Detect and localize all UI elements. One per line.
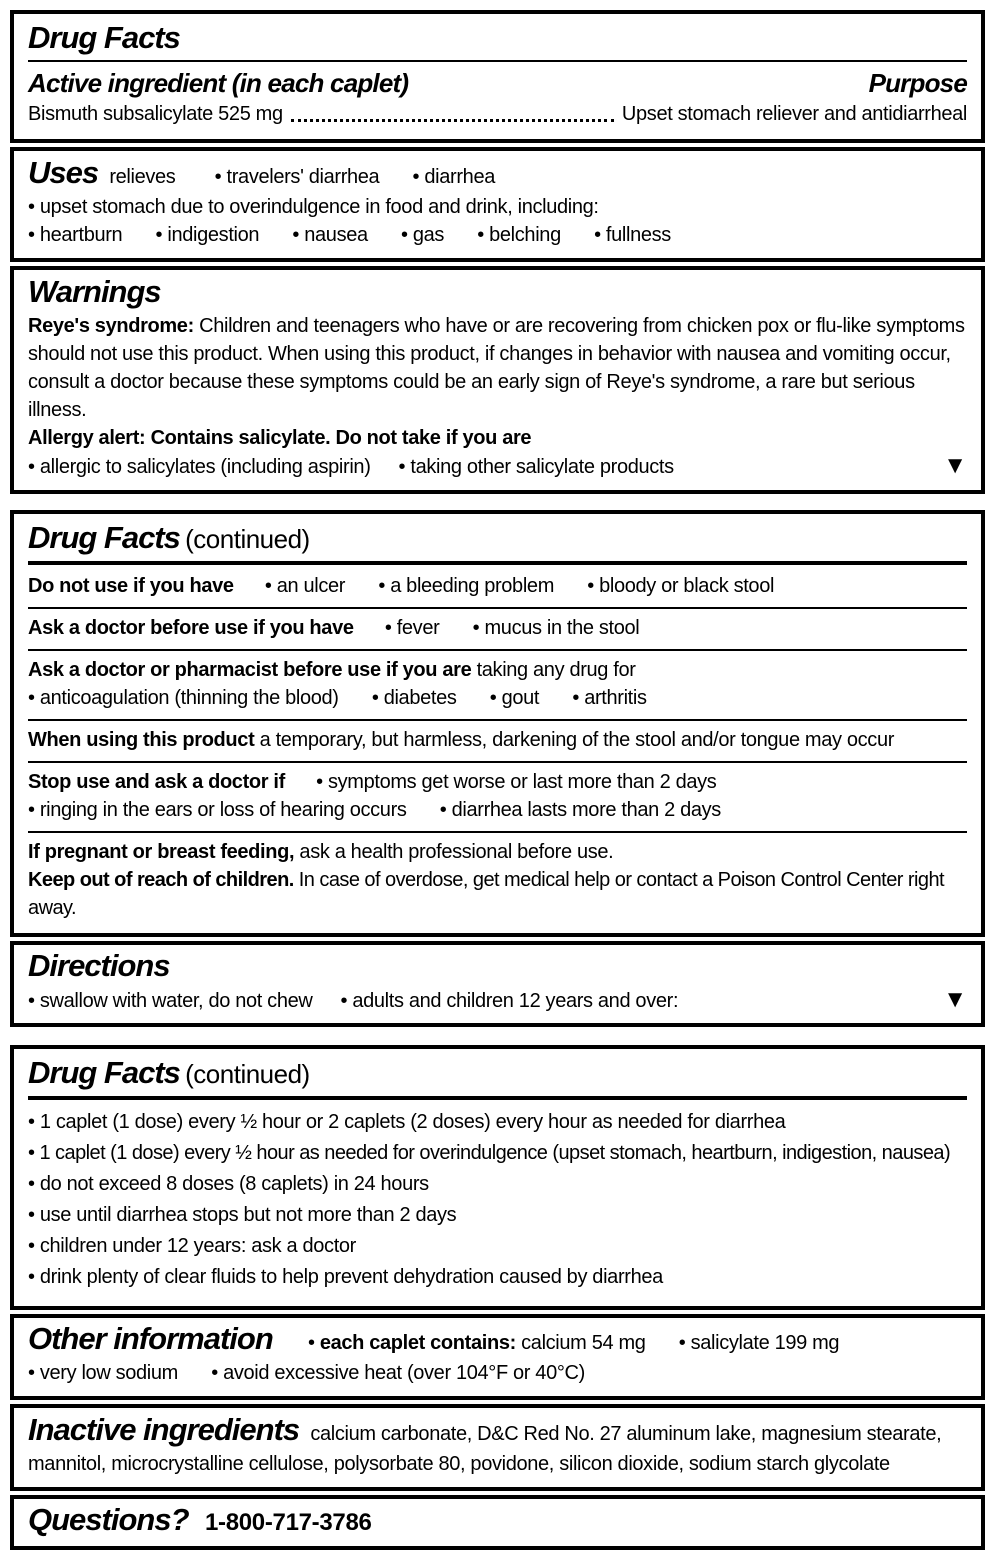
warnings-box <box>10 266 985 494</box>
stop-use-item: • ringing in the ears or loss of hearing occurs <box>28 799 407 821</box>
active-ingredient-header-row <box>28 66 967 100</box>
uses-item: • indigestion <box>156 224 260 246</box>
stop-use-lead: Stop use and ask a doctor if <box>28 771 285 793</box>
warnings-bullets-line <box>28 452 967 481</box>
ask-doctor-row <box>28 607 967 649</box>
caplet-contains-lead: each caplet contains: <box>319 1332 516 1354</box>
allergy-alert-line: Allergy alert: Contains salicylate. Do not take if you are <box>28 427 532 449</box>
pregnancy-text: ask a health professional before use. <box>299 841 614 863</box>
dosage-box <box>10 1045 985 1310</box>
dotted-leader <box>291 119 614 122</box>
ask-pharmacist-items-line <box>28 684 967 712</box>
other-information-heading: Other information <box>28 1321 273 1356</box>
uses-item: • nausea <box>292 224 367 246</box>
stop-use-item: • diarrhea lasts more than 2 days <box>440 799 721 821</box>
uses-item: • gas <box>401 224 444 246</box>
questions-phone-number: 1-800-717-3786 <box>204 1509 372 1536</box>
ask-pharmacist-item: • gout <box>490 687 539 709</box>
ingredient-name: Bismuth subsalicylate 525 mg <box>28 103 283 125</box>
pregnancy-line <box>28 838 967 866</box>
more-content-triangle-icon: ▼ <box>943 452 967 479</box>
uses-item: • upset stomach due to overindulgence in food and drink, including: <box>28 196 599 218</box>
uses-item: • diarrhea <box>413 166 495 188</box>
ingredient-row <box>28 100 967 128</box>
questions-line <box>28 1500 967 1540</box>
title-divider <box>28 561 967 565</box>
uses-heading: Uses <box>28 155 99 190</box>
continued-label: (continued) <box>185 524 310 554</box>
uses-line-3 <box>28 221 967 249</box>
drug-facts-continued-title <box>28 1053 967 1093</box>
uses-box <box>10 147 985 262</box>
reyes-syndrome-text: Children and teenagers who have or are recovering from chicken pox or flu-like symptoms should not use this product. When using this product, if changes in behavior with nausea and vomiting occur, consult a doctor because these symptoms could be an early sign of Reye's syndrome, a rare but serious illness. <box>28 315 965 421</box>
other-information-heading-line <box>28 1319 967 1359</box>
keep-out-lead: Keep out of reach of children. <box>28 869 294 891</box>
ask-pharmacist-item: • diabetes <box>372 687 457 709</box>
do-not-use-lead: Do not use if you have <box>28 575 234 597</box>
uses-item: • fullness <box>594 224 671 246</box>
uses-item: • belching <box>477 224 561 246</box>
uses-item: • heartburn <box>28 224 122 246</box>
dosage-item: • do not exceed 8 doses (8 caplets) in 24 hours <box>28 1170 967 1198</box>
uses-item: • travelers' diarrhea <box>215 166 380 188</box>
continued-label: (continued) <box>185 1059 310 1089</box>
more-content-triangle-icon: ▼ <box>943 986 967 1013</box>
ingredient-purpose: Upset stomach reliever and antidiarrheal <box>621 103 967 125</box>
inactive-ingredients-text: calcium carbonate, D&C Red No. 27 aluminum lake, magnesium stearate, mannitol, microcrystalline cellulose, polysorbate 80, povidone, silicon dioxide, sodium starch glycolate <box>28 1423 942 1475</box>
stop-use-items-line <box>28 796 967 824</box>
other-information-item <box>308 1332 646 1354</box>
ask-pharmacist-item: • arthritis <box>572 687 646 709</box>
do-not-use-item: • an ulcer <box>265 575 345 597</box>
pregnancy-keepout-row <box>28 831 967 929</box>
ask-doctor-lead: Ask a doctor before use if you have <box>28 617 354 639</box>
do-not-use-item: • bloody or black stool <box>587 575 774 597</box>
inactive-ingredients-box <box>10 1404 985 1491</box>
caplet-contains-text: calcium 54 mg <box>521 1332 646 1354</box>
dosage-item: • 1 caplet (1 dose) every ½ hour or 2 caplets (2 doses) every hour as needed for diarrhea <box>28 1108 967 1136</box>
drug-facts-title: Drug Facts <box>28 520 180 555</box>
reyes-syndrome-lead: Reye's syndrome: <box>28 315 194 337</box>
title-divider <box>28 1096 967 1100</box>
dosage-item: • drink plenty of clear fluids to help prevent dehydration caused by diarrhea <box>28 1263 967 1291</box>
ask-pharmacist-lead: Ask a doctor or pharmacist before use if you are <box>28 659 472 681</box>
ask-pharmacist-row <box>28 649 967 719</box>
directions-items-line <box>28 986 967 1015</box>
uses-intro: relieves <box>109 166 176 188</box>
dosage-bullet-list <box>28 1108 967 1291</box>
warnings-item: • taking other salicylate products <box>399 453 674 481</box>
uses-heading-line <box>28 153 967 193</box>
directions-item: • adults and children 12 years and over: <box>340 987 678 1015</box>
dosage-item: • use until diarrhea stops but not more than 2 days <box>28 1201 967 1229</box>
keep-out-text: In case of overdose, get medical help or contact a Poison Control Center right away. <box>28 869 945 919</box>
when-using-text: a temporary, but harmless, darkening of the stool and/or tongue may occur <box>259 729 895 751</box>
questions-box <box>10 1495 985 1550</box>
uses-line-2 <box>28 193 967 221</box>
questions-heading: Questions? <box>28 1502 189 1537</box>
ask-doctor-item: • mucus in the stool <box>473 617 640 639</box>
stop-use-item: • symptoms get worse or last more than 2 days <box>316 771 716 793</box>
ask-doctor-item: • fever <box>385 617 440 639</box>
when-using-row <box>28 719 967 761</box>
panel-bottom <box>10 1045 985 1554</box>
active-ingredient-box <box>10 10 985 143</box>
other-information-item: • avoid excessive heat (over 104°F or 40°C) <box>211 1362 585 1384</box>
directions-item: • swallow with water, do not chew <box>28 987 312 1015</box>
warnings-heading: Warnings <box>28 274 161 309</box>
other-information-box <box>10 1314 985 1400</box>
ask-pharmacist-lead-line <box>28 656 967 684</box>
keep-out-line <box>28 866 967 922</box>
purpose-heading: Purpose <box>868 68 967 98</box>
stop-use-row <box>28 761 967 831</box>
warnings-continued-box <box>10 510 985 937</box>
ask-pharmacist-text: taking any drug for <box>476 659 636 681</box>
warnings-item: • allergic to salicylates (including aspirin) <box>28 453 371 481</box>
inactive-ingredients-paragraph <box>28 1410 967 1478</box>
drug-facts-continued-title <box>28 518 967 558</box>
active-ingredient-heading: Active ingredient (in each caplet) <box>28 68 409 98</box>
title-divider <box>28 60 967 62</box>
other-information-line-2 <box>28 1359 967 1387</box>
other-information-item: • salicylate 199 mg <box>679 1332 839 1354</box>
panel-top <box>10 10 985 498</box>
directions-box <box>10 941 985 1027</box>
when-using-lead: When using this product <box>28 729 255 751</box>
do-not-use-row <box>28 567 967 607</box>
directions-heading: Directions <box>28 948 170 983</box>
other-information-item: • very low sodium <box>28 1362 178 1384</box>
do-not-use-item: • a bleeding problem <box>378 575 554 597</box>
inactive-ingredients-heading: Inactive ingredients <box>28 1412 300 1447</box>
ask-pharmacist-item: • anticoagulation (thinning the blood) <box>28 687 339 709</box>
stop-use-lead-line <box>28 768 967 796</box>
pregnancy-lead: If pregnant or breast feeding, <box>28 841 295 863</box>
panel-middle <box>10 510 985 1031</box>
drug-facts-title: Drug Facts <box>28 1055 180 1090</box>
dosage-item: • children under 12 years: ask a doctor <box>28 1232 967 1260</box>
dosage-item: • 1 caplet (1 dose) every ½ hour as needed for overindulgence (upset stomach, heartburn, indigestion, nausea) <box>28 1139 967 1167</box>
reyes-syndrome-paragraph <box>28 312 967 424</box>
drug-facts-title: Drug Facts <box>28 20 180 55</box>
